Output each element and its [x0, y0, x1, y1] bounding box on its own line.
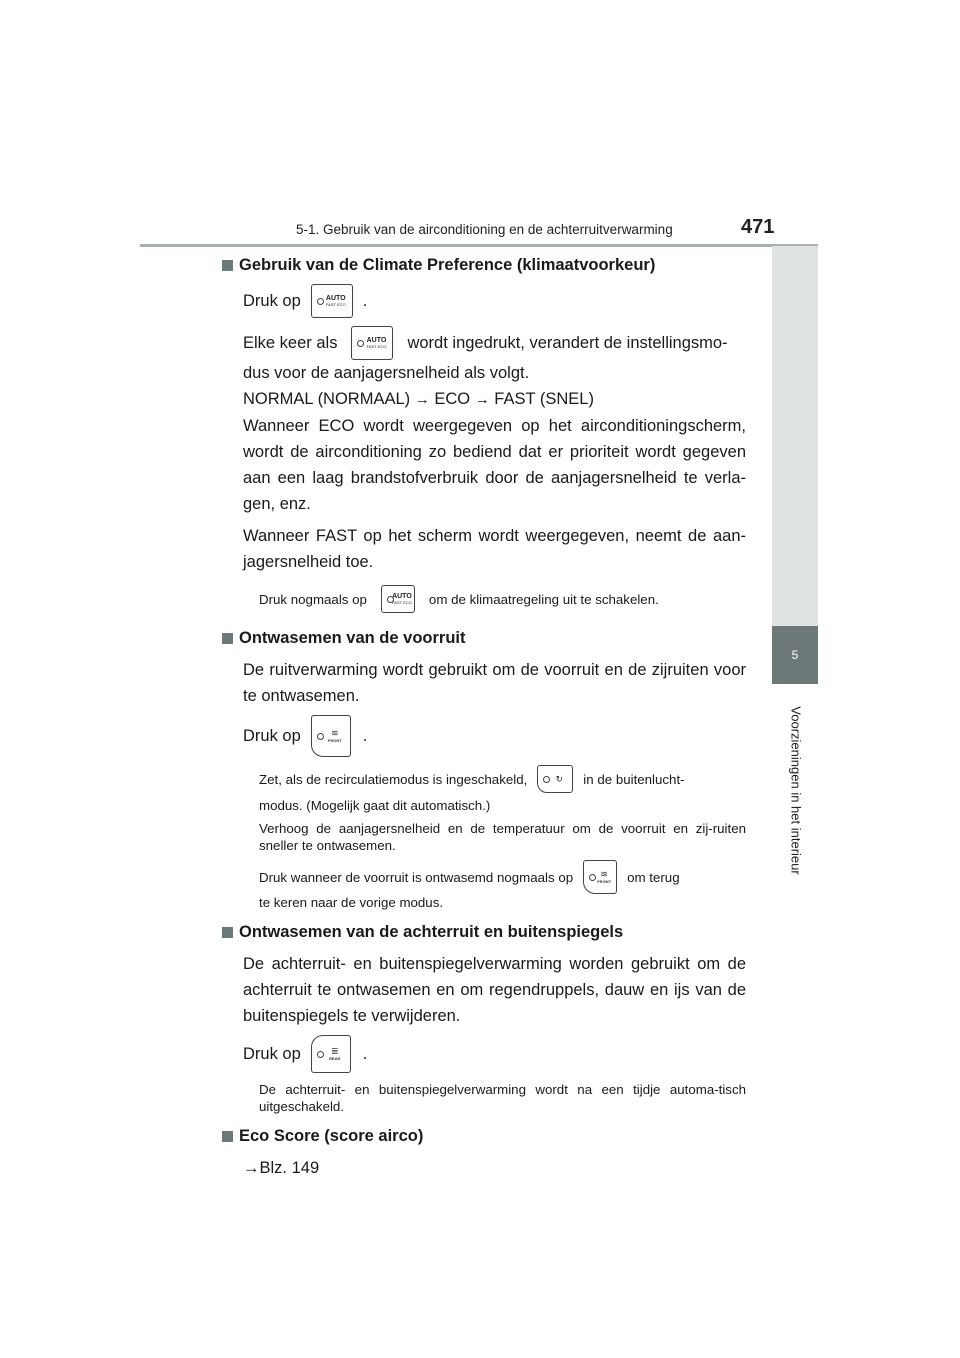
defog-press-line	[243, 715, 746, 757]
each-text-after: wordt ingedrukt, verandert de instellingsmo-	[407, 334, 728, 352]
page-number: 471	[741, 216, 775, 238]
chapter-tab	[772, 626, 818, 684]
rear-paragraph: De achterruit- en buitenspiegelverwarming worden gebruikt om de achterruit te ontwasemen en om regendruppels, dauw en ijs van de buitenspiegels te verwijderen.	[243, 955, 746, 1025]
press-text: Druk op	[243, 292, 301, 310]
auto-button-icon	[381, 585, 415, 613]
section-heading-defog	[222, 627, 746, 649]
indicator-led-icon	[317, 733, 324, 740]
side-margin-band	[772, 246, 818, 626]
mode-fast: FAST (SNEL)	[494, 390, 594, 408]
note-text-before: Druk nogmaals op	[259, 591, 367, 607]
defog-note3	[259, 860, 746, 894]
rear-note: De achterruit- en buitenspiegelverwarming wordt na een tijdje automa-tisch uitgeschakeld.	[259, 1082, 746, 1114]
indicator-led-icon	[543, 776, 550, 783]
heading-text: Gebruik van de Climate Preference (klimaatvoorkeur)	[239, 256, 656, 274]
auto-button-icon	[351, 326, 393, 360]
auto-sub-label: FAST ECO	[392, 600, 412, 605]
heading-text: Ontwasemen van de achterruit en buitenspiegels	[239, 923, 624, 941]
arrow-right-icon: →	[414, 391, 430, 408]
auto-sub-label: FAST ECO	[325, 302, 346, 307]
rear-label: REAR	[329, 1056, 341, 1061]
defog-note1	[259, 765, 746, 793]
air-intake-button-icon: ↻	[537, 765, 573, 793]
square-bullet-icon	[222, 1131, 233, 1142]
defog-note3-line2: te keren naar de vorige modus.	[259, 895, 444, 910]
chapter-title-vertical	[782, 690, 810, 890]
chapter-number: 5	[791, 648, 799, 662]
heading-text: Ontwasemen van de voorruit	[239, 629, 466, 647]
arrow-right-icon: →	[474, 391, 490, 408]
front-label: FRONT	[597, 879, 612, 884]
front-defroster-button-icon: ≋ FRONT	[311, 715, 351, 757]
note-text-before: Druk wanneer de voorruit is ontwasemd nogmaals op	[259, 869, 574, 885]
auto-label: AUTO	[392, 593, 412, 600]
section-heading-eco-score	[222, 1125, 746, 1147]
press-text: Druk op	[243, 727, 301, 745]
auto-button-icon	[311, 284, 353, 318]
climate-fast-paragraph: Wanneer FAST op het scherm wordt weergegeven, neemt de aan-jagersnelheid toe.	[243, 527, 746, 571]
note-text-after: om de klimaatregeling uit te schakelen.	[428, 591, 659, 607]
page-content	[222, 254, 746, 1181]
section-heading-rear	[222, 921, 746, 943]
climate-modes-line	[243, 386, 746, 413]
square-bullet-icon	[222, 927, 233, 938]
square-bullet-icon	[222, 633, 233, 644]
defog-paragraph: De ruitverwarming wordt gebruikt om de voorruit en de zijruiten voor te ontwasemen.	[243, 661, 746, 705]
header-section-title: 5-1. Gebruik van de airconditioning en de achterruitverwarming	[296, 222, 673, 237]
defog-note1-line2: modus. (Mogelijk gaat dit automatisch.)	[259, 798, 491, 813]
front-defroster-button-icon: ≋ FRONT	[583, 860, 617, 894]
section-heading-climate	[222, 254, 746, 276]
note-text-before: Zet, als de recirculatiemodus is ingeschakeld,	[259, 771, 528, 787]
note-text-after: in de buitenlucht-	[583, 771, 685, 787]
front-label: FRONT	[327, 738, 342, 743]
mode-normal: NORMAL (NORMAAL)	[243, 390, 411, 408]
square-bullet-icon	[222, 260, 233, 271]
chapter-title-text: Voorzieningen in het interieur	[788, 705, 804, 875]
press-period: .	[362, 292, 368, 310]
indicator-led-icon	[317, 1051, 324, 1058]
indicator-led-icon	[387, 596, 394, 603]
climate-press-line	[243, 284, 746, 318]
indicator-led-icon	[357, 340, 364, 347]
rear-defogger-button-icon: ≣ REAR	[311, 1035, 351, 1073]
note-text-after: om terug	[627, 869, 680, 885]
climate-eco-paragraph: Wanneer ECO wordt weergegeven op het airconditioningscherm, wordt de airconditioning zo bediend dat er prioriteit wordt gegeven aan een laag brandstofverbruik door de aanjagersnelheid te verla-gen, enz.	[243, 417, 746, 513]
auto-label: AUTO	[366, 337, 387, 344]
climate-note	[259, 585, 746, 613]
mode-eco: ECO	[434, 390, 471, 408]
each-text-before: Elke keer als	[243, 334, 338, 352]
press-period: .	[362, 727, 368, 745]
auto-sub-label: FAST ECO	[366, 344, 387, 349]
press-text: Druk op	[243, 1045, 301, 1063]
indicator-led-icon	[589, 874, 596, 881]
press-period: .	[362, 1045, 368, 1063]
heading-text: Eco Score (score airco)	[239, 1127, 424, 1145]
climate-each-line	[243, 326, 746, 360]
indicator-led-icon	[317, 298, 324, 305]
auto-label: AUTO	[325, 295, 346, 302]
rear-press-line	[243, 1035, 746, 1073]
header-divider	[140, 244, 818, 247]
climate-each-line2: dus voor de aanjagersnelheid als volgt.	[243, 364, 530, 382]
defog-note2: Verhoog de aanjagersnelheid en de temperatuur om de voorruit en zij-ruiten sneller te ontwasemen.	[259, 821, 746, 853]
eco-score-page-ref[interactable]: →Blz. 149	[243, 1159, 320, 1177]
